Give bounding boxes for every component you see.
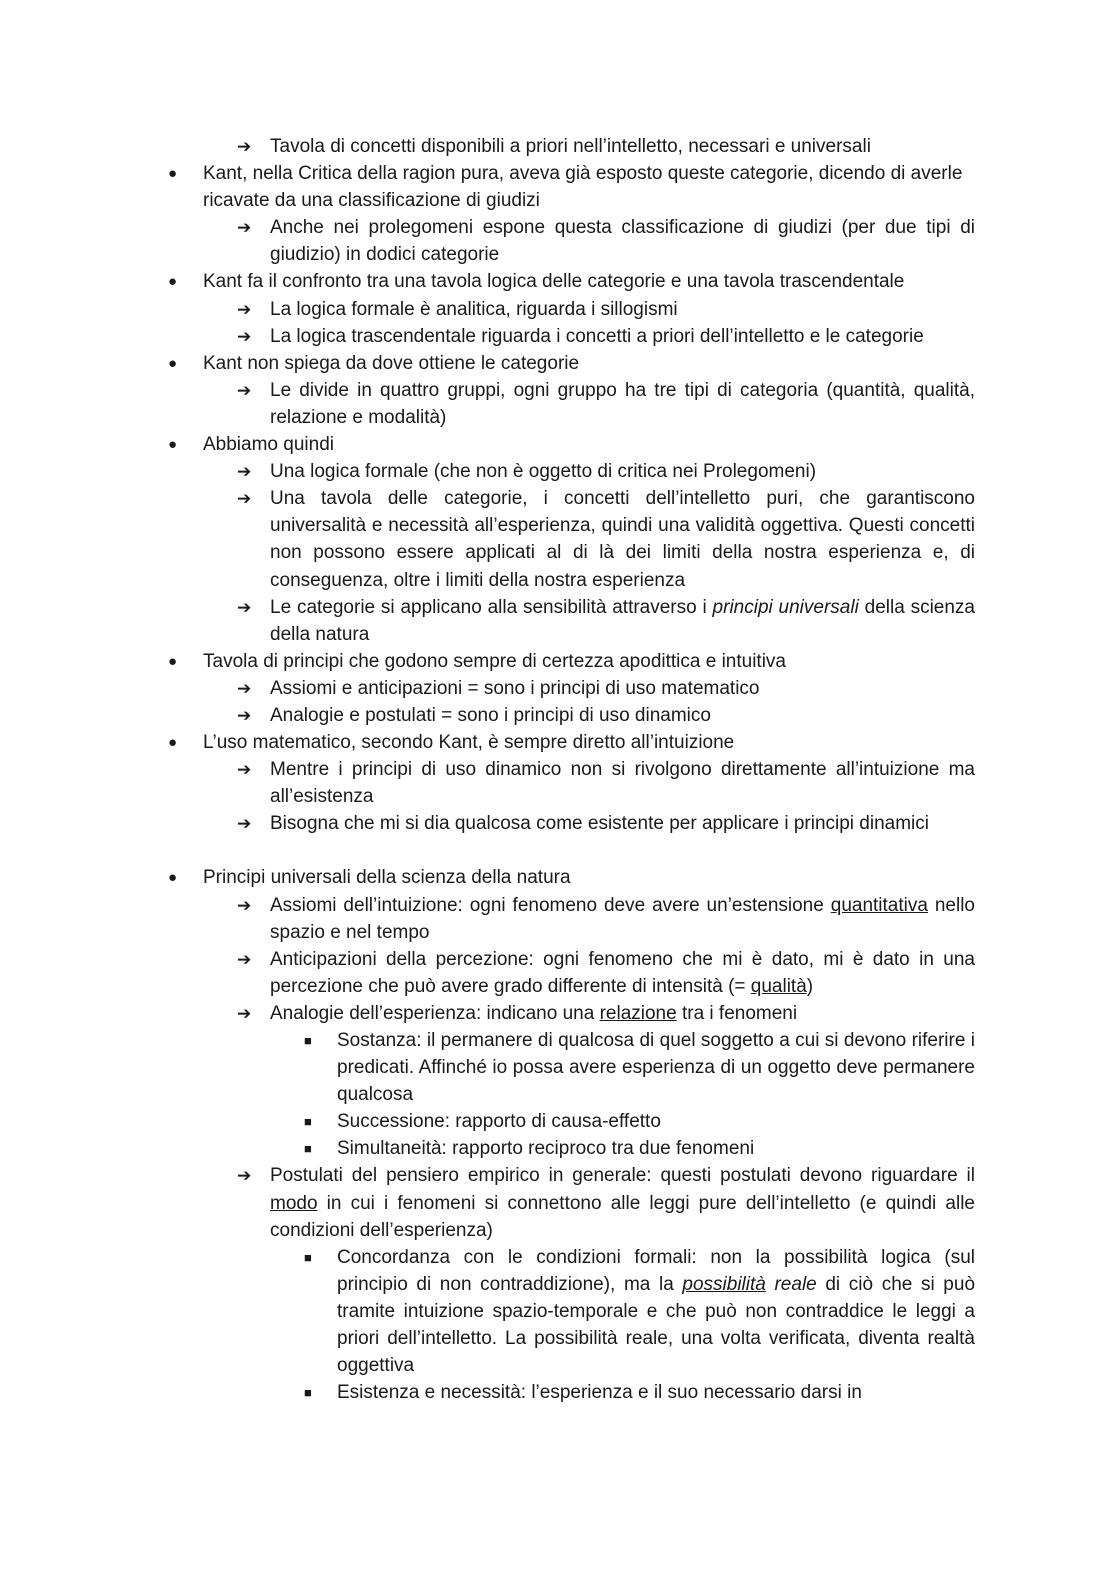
text-run: Le categorie si applicano alla sensibilità attraverso i (270, 596, 713, 618)
text-run: Assiomi dell’intuizione: ogni fenomeno deve avere un’estensione (270, 894, 831, 916)
emphasized-text: principi universali (712, 596, 859, 618)
bullet-item-level-2 (237, 702, 975, 729)
item-text: Tavola di principi che godono sempre di certezza apodittica e intuitiva (203, 650, 786, 672)
text-run: della scienza della natura (270, 596, 975, 645)
square-bullet-icon: ■ (304, 1141, 312, 1157)
bullet-item-level-2 (237, 458, 975, 485)
bullet-item-level-1 (168, 431, 975, 458)
emphasized-text: qualità (750, 975, 807, 997)
item-text: Mentre i principi di uso dinamico non si rivolgono direttamente all’intuizione ma all’esistenza (270, 759, 975, 808)
arrow-bullet-icon: ➔ (237, 489, 252, 509)
bullet-item-level-2 (237, 946, 975, 1000)
bullet-item-level-3 (304, 1108, 975, 1135)
emphasized-text: quantitativa (830, 894, 928, 916)
text-run: in cui i fenomeni si connettono alle leggi pure dell’intelletto (e quindi alle condizioni dell’esperienza) (270, 1192, 975, 1241)
text-run: Analogie dell’esperienza: indicano una (270, 1002, 600, 1024)
item-text: Kant non spiega da dove ottiene le categorie (203, 352, 580, 374)
bullet-item-level-1 (168, 729, 975, 756)
dot-bullet-icon: ● (168, 354, 178, 372)
emphasized-text: relazione (599, 1002, 677, 1024)
square-bullet-icon: ■ (304, 1249, 312, 1265)
item-text: Sostanza: il permanere di qualcosa di quel soggetto a cui si devono riferire i predicati. Affinché io possa avere esperienza di un oggetto deve permanere qualcosa (337, 1030, 975, 1106)
text-run: Concordanza con le condizioni formali: non la possibilità logica (sul principio di non contraddizione), ma la (337, 1246, 975, 1295)
arrow-bullet-icon: ➔ (237, 760, 252, 780)
item-text: Successione: rapporto di causa-effetto (337, 1111, 661, 1133)
emphasized-text: modo (270, 1192, 318, 1214)
bullet-item-level-2 (237, 675, 975, 702)
notes-outline (0, 133, 1116, 1406)
item-text: Bisogna che mi si dia qualcosa come esistente per applicare i principi dinamici (270, 813, 929, 835)
bullet-item-level-2 (237, 1162, 975, 1243)
bullet-item-level-2 (237, 892, 976, 946)
item-text (270, 597, 975, 645)
item-text: Anche nei prolegomeni espone questa classificazione di giudizi (per due tipi di giudizio) in dodici categorie (270, 217, 975, 266)
item-text: Assiomi e anticipazioni = sono i principi di uso matematico (270, 677, 760, 699)
item-text: La logica formale è analitica, riguarda i sillogismi (270, 298, 678, 320)
blank-line (0, 837, 1116, 864)
arrow-bullet-icon: ➔ (237, 462, 252, 482)
square-bullet-icon: ■ (304, 1033, 312, 1048)
bullet-item-level-1 (168, 268, 975, 295)
bullet-item-level-2 (237, 485, 975, 593)
arrow-bullet-icon: ➔ (237, 895, 252, 915)
item-text: Analogie e postulati = sono i principi di uso dinamico (270, 704, 711, 726)
item-text: Le divide in quattro gruppi, ogni gruppo ha tre tipi di categoria (quantità, qualità, relazione e modalità) (270, 379, 975, 428)
arrow-bullet-icon: ➔ (237, 1166, 252, 1186)
item-text: Abbiamo quindi (203, 434, 334, 456)
item-text: Simultaneità: rapporto reciproco tra due fenomeni (337, 1138, 755, 1160)
item-text (337, 1247, 975, 1376)
item-text: Tavola di concetti disponibili a priori nell’intelletto, necessari e universali (270, 136, 871, 157)
emphasized-text: reale (774, 1273, 817, 1295)
bullet-item-level-2 (237, 756, 975, 810)
item-text (270, 949, 975, 997)
text-run: nello spazio e nel tempo (270, 894, 976, 943)
arrow-bullet-icon: ➔ (237, 380, 252, 400)
dot-bullet-icon: ● (168, 273, 178, 291)
text-run: tra i fenomeni (676, 1002, 798, 1024)
bullet-item-level-1 (168, 648, 975, 675)
bullet-item-level-2 (237, 133, 975, 160)
arrow-bullet-icon: ➔ (237, 705, 252, 725)
bullet-item-level-2 (237, 296, 975, 323)
bullet-item-level-2 (237, 810, 975, 837)
item-text: Una tavola delle categorie, i concetti dell’intelletto puri, che garantiscono universalità e necessità all’esperienza, quindi una validità oggettiva. Questi concetti non possono essere applicati al di là dei limiti della nostra esperienza e, di conseguenza, oltre i limiti della nostra esperienza (270, 488, 975, 591)
dot-bullet-icon: ● (168, 436, 178, 454)
arrow-bullet-icon: ➔ (237, 1003, 252, 1023)
emphasized-text: possibilità (682, 1273, 766, 1295)
dot-bullet-icon: ● (168, 652, 178, 670)
item-text (270, 1003, 797, 1024)
bullet-item-level-1 (168, 160, 975, 214)
arrow-bullet-icon: ➔ (237, 326, 252, 346)
item-text: Principi universali della scienza della natura (203, 867, 571, 889)
arrow-bullet-icon: ➔ (237, 218, 252, 238)
bullet-item-level-2 (237, 1000, 975, 1027)
item-text (270, 895, 975, 943)
bullet-item-level-1 (168, 350, 975, 377)
arrow-bullet-icon: ➔ (237, 814, 252, 834)
bullet-item-level-3 (304, 1379, 975, 1406)
bullet-item-level-2 (237, 594, 975, 648)
square-bullet-icon: ■ (304, 1385, 312, 1401)
bullet-item-level-2 (237, 377, 975, 431)
item-text: Kant fa il confronto tra una tavola logica delle categorie e una tavola trascendentale (203, 271, 905, 293)
text-run: Anticipazioni della percezione: ogni fenomeno che mi è dato, mi è dato in una percezione che può avere grado differente di intensità (= (270, 948, 975, 997)
arrow-bullet-icon: ➔ (237, 299, 252, 319)
bullet-item-level-3 (304, 1135, 975, 1162)
bullet-item-level-3 (304, 1244, 976, 1379)
bullet-item-level-3 (304, 1027, 975, 1108)
item-text (270, 1165, 975, 1240)
dot-bullet-icon: ● (168, 734, 178, 752)
dot-bullet-icon: ● (168, 165, 178, 183)
text-run: ) (806, 975, 814, 997)
bullet-item-level-2 (237, 323, 975, 350)
dot-bullet-icon: ● (168, 869, 178, 887)
item-text: L’uso matematico, secondo Kant, è sempre diretto all’intuizione (203, 732, 735, 754)
arrow-bullet-icon: ➔ (237, 678, 252, 698)
bullet-item-level-1 (168, 864, 975, 891)
text-run: Postulati del pensiero empirico in generale: questi postulati devono riguardare il (270, 1165, 975, 1187)
item-text: La logica trascendentale riguarda i concetti a priori dell’intelletto e le categorie (270, 325, 924, 347)
bullet-item-level-2 (237, 214, 975, 268)
item-text: Una logica formale (che non è oggetto di critica nei Prolegomeni) (270, 461, 817, 483)
arrow-bullet-icon: ➔ (237, 597, 252, 617)
text-run: di ciò che si può tramite intuizione spazio-temporale e che può non contraddice le leggi a priori dell’intelletto. La possibilità reale, una volta verificata, diventa realtà oggettiva (337, 1273, 976, 1377)
item-text: Esistenza e necessità: l’esperienza e il suo necessario darsi in (337, 1382, 862, 1404)
item-text: Kant, nella Critica della ragion pura, aveva già esposto queste categorie, dicendo di averle ricavate da una classificazione di giudizi (203, 163, 963, 212)
arrow-bullet-icon: ➔ (237, 949, 252, 969)
square-bullet-icon: ■ (304, 1114, 312, 1130)
arrow-bullet-icon: ➔ (237, 137, 252, 156)
